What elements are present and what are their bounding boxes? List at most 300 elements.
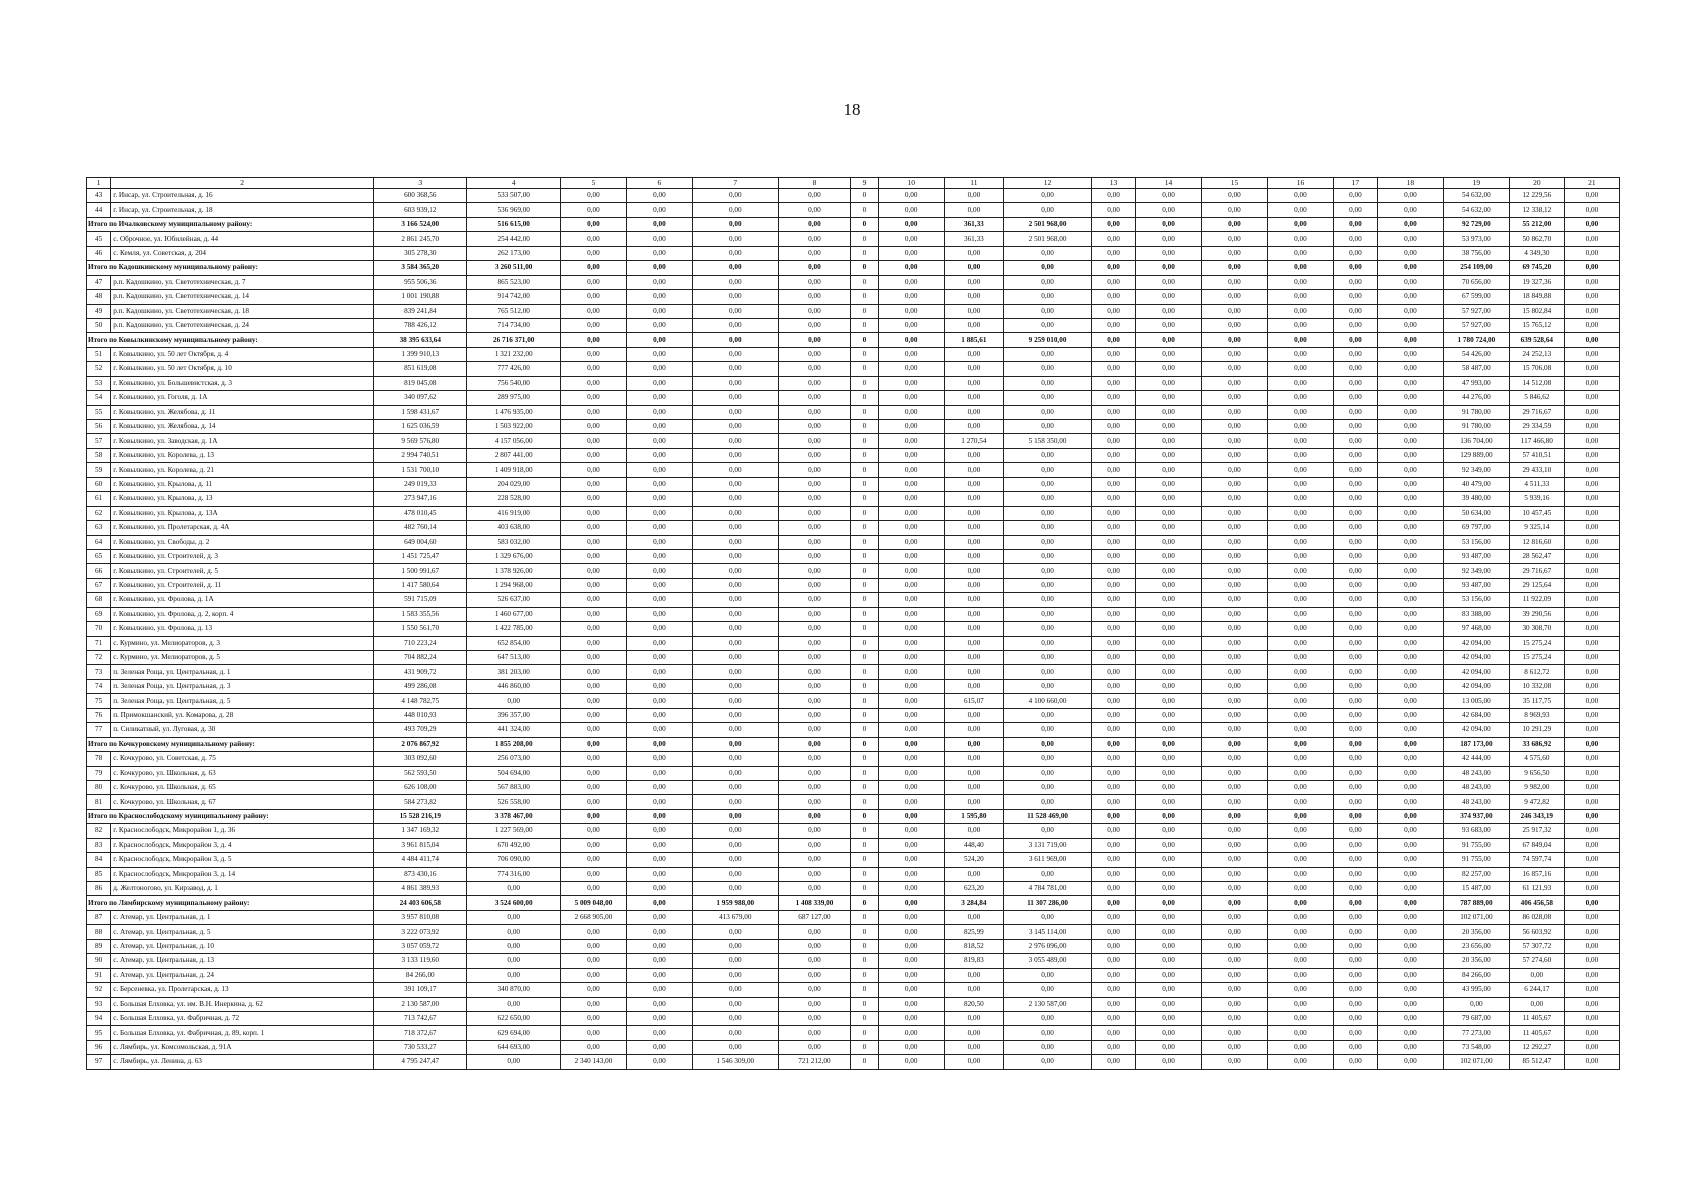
value-cell: 0 bbox=[851, 723, 878, 737]
table-row bbox=[87, 304, 1620, 318]
value-cell: 0,00 bbox=[1267, 318, 1333, 332]
value-cell: 0,00 bbox=[1136, 737, 1202, 751]
value-cell: 0,00 bbox=[1267, 405, 1333, 419]
value-cell: 0,00 bbox=[1092, 954, 1136, 968]
value-cell: 777 426,00 bbox=[467, 362, 560, 376]
value-cell: 0,00 bbox=[1333, 434, 1377, 448]
row-number: 83 bbox=[87, 838, 111, 852]
value-cell: 0,00 bbox=[626, 189, 692, 203]
value-cell: 0,00 bbox=[1136, 463, 1202, 477]
value-cell: 0,00 bbox=[1333, 896, 1377, 910]
value-cell: 0,00 bbox=[878, 824, 944, 838]
value-cell: 0,00 bbox=[626, 232, 692, 246]
value-cell: 340 870,00 bbox=[467, 983, 560, 997]
value-cell: 16 857,16 bbox=[1509, 867, 1564, 881]
table-row bbox=[87, 997, 1620, 1011]
value-cell: 0,00 bbox=[1564, 405, 1619, 419]
value-cell: 0,00 bbox=[560, 463, 626, 477]
value-cell: 0,00 bbox=[560, 391, 626, 405]
value-cell: 0,00 bbox=[1004, 1011, 1092, 1025]
value-cell: 626 108,00 bbox=[374, 780, 467, 794]
row-number: 45 bbox=[87, 232, 111, 246]
value-cell: 0,00 bbox=[1377, 607, 1443, 621]
header-cell: 2 bbox=[111, 178, 374, 189]
value-cell: 0,00 bbox=[1136, 795, 1202, 809]
value-cell: 0 bbox=[851, 448, 878, 462]
value-cell: 0,00 bbox=[1201, 723, 1267, 737]
value-cell: 0,00 bbox=[1201, 405, 1267, 419]
table-row bbox=[87, 679, 1620, 693]
value-cell: 0,00 bbox=[626, 824, 692, 838]
row-number: 68 bbox=[87, 593, 111, 607]
value-cell: 0,00 bbox=[1136, 651, 1202, 665]
value-cell: 0,00 bbox=[1004, 593, 1092, 607]
value-cell: 0,00 bbox=[1564, 1026, 1619, 1040]
value-cell: 0,00 bbox=[778, 391, 851, 405]
value-cell: 0 bbox=[851, 607, 878, 621]
value-cell: 0,00 bbox=[626, 362, 692, 376]
value-cell: 2 861 245,70 bbox=[374, 232, 467, 246]
address-cell: с. Кочкурово, ул. Советская, д. 75 bbox=[111, 752, 374, 766]
value-cell: 2 976 096,00 bbox=[1004, 939, 1092, 953]
value-cell: 0,00 bbox=[1004, 723, 1092, 737]
value-cell: 0,00 bbox=[944, 607, 1003, 621]
value-cell: 0,00 bbox=[1377, 376, 1443, 390]
value-cell: 15 487,00 bbox=[1443, 882, 1509, 896]
subtotal-row bbox=[87, 737, 1620, 751]
row-number: 81 bbox=[87, 795, 111, 809]
value-cell: 0,00 bbox=[944, 405, 1003, 419]
value-cell: 0,00 bbox=[1136, 968, 1202, 982]
value-cell: 0,00 bbox=[1201, 838, 1267, 852]
address-cell: г. Инсар, ул. Строительная, д. 16 bbox=[111, 189, 374, 203]
value-cell: 1 227 569,00 bbox=[467, 824, 560, 838]
table-row bbox=[87, 607, 1620, 621]
value-cell: 0,00 bbox=[692, 578, 778, 592]
value-cell: 1 451 725,47 bbox=[374, 549, 467, 563]
value-cell: 0,00 bbox=[1201, 434, 1267, 448]
value-cell: 687 127,00 bbox=[778, 910, 851, 924]
value-cell: 0,00 bbox=[626, 954, 692, 968]
value-cell: 774 316,00 bbox=[467, 867, 560, 881]
value-cell: 0,00 bbox=[1136, 593, 1202, 607]
table-row bbox=[87, 593, 1620, 607]
value-cell: 5 939,16 bbox=[1509, 492, 1564, 506]
value-cell: 0,00 bbox=[878, 1055, 944, 1069]
value-cell: 0,00 bbox=[1092, 867, 1136, 881]
address-cell: р.п. Кадошкино, ул. Светотехническая, д. 24 bbox=[111, 318, 374, 332]
value-cell: 0,00 bbox=[692, 347, 778, 361]
value-cell: 0,00 bbox=[1267, 391, 1333, 405]
header-cell: 3 bbox=[374, 178, 467, 189]
value-cell: 2 668 905,00 bbox=[560, 910, 626, 924]
table-row bbox=[87, 463, 1620, 477]
value-cell: 0,00 bbox=[1267, 824, 1333, 838]
value-cell: 0,00 bbox=[1136, 362, 1202, 376]
value-cell: 48 243,00 bbox=[1443, 795, 1509, 809]
value-cell: 0,00 bbox=[1136, 477, 1202, 491]
value-cell: 0,00 bbox=[1267, 189, 1333, 203]
value-cell: 0,00 bbox=[778, 925, 851, 939]
value-cell: 0,00 bbox=[944, 636, 1003, 650]
address-cell: г. Краснослободск, Микрорайон 1, д. 36 bbox=[111, 824, 374, 838]
address-cell: г. Ковылкино, ул. Строителей, д. 3 bbox=[111, 549, 374, 563]
value-cell: 0,00 bbox=[626, 376, 692, 390]
value-cell: 0 bbox=[851, 752, 878, 766]
value-cell: 0 bbox=[851, 853, 878, 867]
value-cell: 50 634,00 bbox=[1443, 506, 1509, 520]
value-cell: 0,00 bbox=[1267, 607, 1333, 621]
value-cell: 533 507,00 bbox=[467, 189, 560, 203]
value-cell: 0,00 bbox=[1564, 622, 1619, 636]
value-cell: 0,00 bbox=[1333, 1011, 1377, 1025]
value-cell: 0,00 bbox=[1136, 694, 1202, 708]
value-cell: 0,00 bbox=[944, 290, 1003, 304]
value-cell: 0,00 bbox=[1092, 564, 1136, 578]
value-cell: 0,00 bbox=[1092, 420, 1136, 434]
value-cell: 3 222 073,92 bbox=[374, 925, 467, 939]
value-cell: 0,00 bbox=[878, 448, 944, 462]
value-cell: 0,00 bbox=[1201, 694, 1267, 708]
value-cell: 0,00 bbox=[944, 521, 1003, 535]
value-cell: 0 bbox=[851, 679, 878, 693]
value-cell: 0,00 bbox=[1267, 838, 1333, 852]
value-cell: 0,00 bbox=[626, 780, 692, 794]
value-cell: 0,00 bbox=[1092, 318, 1136, 332]
value-cell: 0,00 bbox=[1333, 954, 1377, 968]
value-cell: 0,00 bbox=[1267, 564, 1333, 578]
address-cell: г. Ковылкино, ул. Свободы, д. 2 bbox=[111, 535, 374, 549]
value-cell: 873 430,16 bbox=[374, 867, 467, 881]
value-cell: 4 795 247,47 bbox=[374, 1055, 467, 1069]
value-cell: 42 094,00 bbox=[1443, 723, 1509, 737]
row-number: 48 bbox=[87, 290, 111, 304]
value-cell: 0,00 bbox=[692, 492, 778, 506]
value-cell: 0 bbox=[851, 535, 878, 549]
header-cell: 14 bbox=[1136, 178, 1202, 189]
row-number: 43 bbox=[87, 189, 111, 203]
row-number: 54 bbox=[87, 391, 111, 405]
address-cell: с. Курмино, ул. Мелиораторов, д. 5 bbox=[111, 651, 374, 665]
value-cell: 0,00 bbox=[1004, 376, 1092, 390]
table-row bbox=[87, 420, 1620, 434]
value-cell: 0 bbox=[851, 795, 878, 809]
value-cell: 839 241,84 bbox=[374, 304, 467, 318]
value-cell: 38 395 633,64 bbox=[374, 333, 467, 347]
value-cell: 0,00 bbox=[878, 1011, 944, 1025]
table-header-row bbox=[87, 178, 1620, 189]
value-cell: 644 693,00 bbox=[467, 1040, 560, 1054]
value-cell: 0,00 bbox=[1201, 549, 1267, 563]
value-cell: 0,00 bbox=[1377, 997, 1443, 1011]
value-cell: 8 969,93 bbox=[1509, 708, 1564, 722]
value-cell: 0,00 bbox=[878, 636, 944, 650]
value-cell: 0,00 bbox=[560, 232, 626, 246]
value-cell: 0,00 bbox=[1004, 607, 1092, 621]
value-cell: 0,00 bbox=[1004, 521, 1092, 535]
value-cell: 0,00 bbox=[626, 420, 692, 434]
value-cell: 0,00 bbox=[1201, 1040, 1267, 1054]
value-cell: 0,00 bbox=[1092, 795, 1136, 809]
value-cell: 92 349,00 bbox=[1443, 463, 1509, 477]
value-cell: 93 487,00 bbox=[1443, 578, 1509, 592]
value-cell: 0,00 bbox=[1092, 1011, 1136, 1025]
value-cell: 0,00 bbox=[1136, 665, 1202, 679]
value-cell: 0,00 bbox=[1201, 304, 1267, 318]
value-cell: 0,00 bbox=[692, 477, 778, 491]
value-cell: 0 bbox=[851, 477, 878, 491]
value-cell: 0,00 bbox=[1092, 333, 1136, 347]
value-cell: 0 bbox=[851, 694, 878, 708]
value-cell: 0,00 bbox=[1004, 1040, 1092, 1054]
address-cell: г. Ковылкино, ул. Строителей, д. 5 bbox=[111, 564, 374, 578]
value-cell: 0,00 bbox=[1333, 549, 1377, 563]
value-cell: 0 bbox=[851, 954, 878, 968]
row-number: 76 bbox=[87, 708, 111, 722]
value-cell: 0,00 bbox=[778, 376, 851, 390]
value-cell: 0,00 bbox=[878, 521, 944, 535]
value-cell: 0,00 bbox=[1564, 448, 1619, 462]
value-cell: 0 bbox=[851, 997, 878, 1011]
value-cell: 0,00 bbox=[1333, 318, 1377, 332]
value-cell: 0,00 bbox=[626, 318, 692, 332]
table-row bbox=[87, 477, 1620, 491]
value-cell: 0,00 bbox=[1004, 318, 1092, 332]
value-cell: 0,00 bbox=[626, 333, 692, 347]
value-cell: 1 378 926,00 bbox=[467, 564, 560, 578]
value-cell: 0,00 bbox=[878, 997, 944, 1011]
table-row bbox=[87, 665, 1620, 679]
value-cell: 0,00 bbox=[1377, 246, 1443, 260]
value-cell: 0,00 bbox=[878, 506, 944, 520]
value-cell: 0,00 bbox=[560, 203, 626, 217]
table-row bbox=[87, 347, 1620, 361]
value-cell: 0,00 bbox=[878, 420, 944, 434]
value-cell: 0,00 bbox=[1564, 376, 1619, 390]
value-cell: 0,00 bbox=[626, 809, 692, 823]
value-cell: 0,00 bbox=[778, 347, 851, 361]
value-cell: 0,00 bbox=[778, 939, 851, 953]
table-row bbox=[87, 651, 1620, 665]
value-cell: 0,00 bbox=[560, 261, 626, 275]
value-cell: 0,00 bbox=[878, 968, 944, 982]
value-cell: 493 709,29 bbox=[374, 723, 467, 737]
value-cell: 406 456,58 bbox=[1509, 896, 1564, 910]
value-cell: 0,00 bbox=[1092, 752, 1136, 766]
address-cell: р.п. Кадошкино, ул. Светотехническая, д. 14 bbox=[111, 290, 374, 304]
value-cell: 0,00 bbox=[1333, 867, 1377, 881]
value-cell: 9 656,50 bbox=[1509, 766, 1564, 780]
value-cell: 2 994 740,51 bbox=[374, 448, 467, 462]
value-cell: 29 716,67 bbox=[1509, 405, 1564, 419]
value-cell: 0,00 bbox=[626, 261, 692, 275]
value-cell: 0,00 bbox=[626, 535, 692, 549]
value-cell: 0,00 bbox=[1333, 347, 1377, 361]
table-row bbox=[87, 290, 1620, 304]
value-cell: 0 bbox=[851, 304, 878, 318]
value-cell: 0,00 bbox=[1267, 939, 1333, 953]
value-cell: 9 325,14 bbox=[1509, 521, 1564, 535]
value-cell: 0 bbox=[851, 939, 878, 953]
value-cell: 92 349,00 bbox=[1443, 564, 1509, 578]
header-cell: 18 bbox=[1377, 178, 1443, 189]
value-cell: 0,00 bbox=[1564, 665, 1619, 679]
value-cell: 0,00 bbox=[1004, 1055, 1092, 1069]
value-cell: 0,00 bbox=[944, 275, 1003, 289]
value-cell: 0,00 bbox=[1267, 304, 1333, 318]
value-cell: 0,00 bbox=[1092, 434, 1136, 448]
value-cell: 0,00 bbox=[778, 708, 851, 722]
address-cell: с. Атемар, ул. Центральная, д. 5 bbox=[111, 925, 374, 939]
value-cell: 0,00 bbox=[778, 853, 851, 867]
value-cell: 0,00 bbox=[1267, 665, 1333, 679]
value-cell: 0,00 bbox=[1267, 347, 1333, 361]
address-cell: п. Примокшанский, ул. Комарова, д. 28 bbox=[111, 708, 374, 722]
value-cell: 57 307,72 bbox=[1509, 939, 1564, 953]
address-cell: г. Ковылкино, ул. Фролова, д. 13 bbox=[111, 622, 374, 636]
value-cell: 0,00 bbox=[560, 636, 626, 650]
address-cell: п. Зеленая Роща, ул. Центральная, д. 3 bbox=[111, 679, 374, 693]
value-cell: 0,00 bbox=[1333, 795, 1377, 809]
value-cell: 0,00 bbox=[944, 679, 1003, 693]
value-cell: 0,00 bbox=[778, 275, 851, 289]
value-cell: 0,00 bbox=[778, 795, 851, 809]
value-cell: 0 bbox=[851, 882, 878, 896]
value-cell: 0,00 bbox=[1004, 564, 1092, 578]
value-cell: 0,00 bbox=[1333, 578, 1377, 592]
value-cell: 0,00 bbox=[692, 766, 778, 780]
value-cell: 0,00 bbox=[1201, 362, 1267, 376]
table-row bbox=[87, 448, 1620, 462]
address-cell: р.п. Кадошкино, ул. Светотехническая, д. 7 bbox=[111, 275, 374, 289]
value-cell: 0,00 bbox=[1333, 809, 1377, 823]
value-cell: 70 656,00 bbox=[1443, 275, 1509, 289]
value-cell: 0,00 bbox=[626, 910, 692, 924]
value-cell: 0,00 bbox=[944, 189, 1003, 203]
value-cell: 0,00 bbox=[878, 665, 944, 679]
table-row bbox=[87, 939, 1620, 953]
value-cell: 0,00 bbox=[1092, 997, 1136, 1011]
value-cell: 0,00 bbox=[944, 578, 1003, 592]
value-cell: 0 bbox=[851, 189, 878, 203]
value-cell: 0,00 bbox=[1377, 795, 1443, 809]
value-cell: 0,00 bbox=[1564, 853, 1619, 867]
value-cell: 0,00 bbox=[878, 217, 944, 231]
address-cell: с. Большая Елховка, ул. Фабричная, д. 89, корп. 1 bbox=[111, 1026, 374, 1040]
value-cell: 0,00 bbox=[1092, 391, 1136, 405]
value-cell: 0,00 bbox=[692, 694, 778, 708]
value-cell: 0,00 bbox=[878, 593, 944, 607]
value-cell: 12 338,12 bbox=[1509, 203, 1564, 217]
value-cell: 0,00 bbox=[944, 492, 1003, 506]
value-cell: 0,00 bbox=[1509, 968, 1564, 982]
address-cell: с. Большая Елховка, ул. им. В.Н. Инеркина, д. 62 bbox=[111, 997, 374, 1011]
value-cell: 756 540,00 bbox=[467, 376, 560, 390]
value-cell: 0,00 bbox=[1377, 708, 1443, 722]
value-cell: 1 270,54 bbox=[944, 434, 1003, 448]
row-number: 79 bbox=[87, 766, 111, 780]
value-cell: 0,00 bbox=[944, 420, 1003, 434]
value-cell: 0,00 bbox=[1136, 824, 1202, 838]
value-cell: 0,00 bbox=[560, 434, 626, 448]
header-cell: 6 bbox=[626, 178, 692, 189]
value-cell: 15 802,84 bbox=[1509, 304, 1564, 318]
value-cell: 0,00 bbox=[1201, 665, 1267, 679]
value-cell: 0,00 bbox=[626, 968, 692, 982]
value-cell: 0,00 bbox=[1136, 780, 1202, 794]
value-cell: 4 349,30 bbox=[1509, 246, 1564, 260]
value-cell: 0,00 bbox=[1377, 290, 1443, 304]
value-cell: 0,00 bbox=[944, 549, 1003, 563]
address-cell: г. Ковылкино, ул. Гоголя, д. 1А bbox=[111, 391, 374, 405]
value-cell: 0,00 bbox=[467, 694, 560, 708]
table-row bbox=[87, 983, 1620, 997]
value-cell: 249 019,33 bbox=[374, 477, 467, 491]
value-cell: 0,00 bbox=[560, 679, 626, 693]
value-cell: 0,00 bbox=[778, 578, 851, 592]
value-cell: 0,00 bbox=[626, 477, 692, 491]
address-cell: р.п. Кадошкино, ул. Светотехническая, д. 18 bbox=[111, 304, 374, 318]
value-cell: 3 524 600,00 bbox=[467, 896, 560, 910]
value-cell: 0,00 bbox=[560, 694, 626, 708]
header-cell: 20 bbox=[1509, 178, 1564, 189]
address-cell: с. Кочкурово, ул. Школьная, д. 63 bbox=[111, 766, 374, 780]
value-cell: 0,00 bbox=[560, 838, 626, 852]
value-cell: 526 637,00 bbox=[467, 593, 560, 607]
value-cell: 0,00 bbox=[692, 362, 778, 376]
value-cell: 0,00 bbox=[1092, 896, 1136, 910]
value-cell: 788 426,12 bbox=[374, 318, 467, 332]
value-cell: 92 729,00 bbox=[1443, 217, 1509, 231]
value-cell: 1 347 169,32 bbox=[374, 824, 467, 838]
row-number: 44 bbox=[87, 203, 111, 217]
value-cell: 0,00 bbox=[1564, 896, 1619, 910]
value-cell: 0,00 bbox=[1333, 838, 1377, 852]
value-cell: 0 bbox=[851, 463, 878, 477]
value-cell: 0,00 bbox=[1136, 1055, 1202, 1069]
value-cell: 0,00 bbox=[692, 636, 778, 650]
value-cell: 0,00 bbox=[1333, 246, 1377, 260]
value-cell: 0,00 bbox=[1136, 809, 1202, 823]
value-cell: 591 715,09 bbox=[374, 593, 467, 607]
subtotal-label: Итого по Кочкуровскому муниципальному району: bbox=[87, 737, 374, 751]
table-row bbox=[87, 636, 1620, 650]
value-cell: 718 372,67 bbox=[374, 1026, 467, 1040]
value-cell: 0,00 bbox=[1201, 983, 1267, 997]
value-cell: 228 528,00 bbox=[467, 492, 560, 506]
value-cell: 0,00 bbox=[1267, 549, 1333, 563]
table-row bbox=[87, 376, 1620, 390]
value-cell: 0,00 bbox=[1267, 333, 1333, 347]
value-cell: 0,00 bbox=[692, 189, 778, 203]
value-cell: 0,00 bbox=[1267, 1055, 1333, 1069]
value-cell: 0,00 bbox=[1136, 535, 1202, 549]
value-cell: 0,00 bbox=[1564, 203, 1619, 217]
value-cell: 0,00 bbox=[1136, 1026, 1202, 1040]
table-row bbox=[87, 318, 1620, 332]
value-cell: 0,00 bbox=[692, 853, 778, 867]
value-cell: 0,00 bbox=[467, 910, 560, 924]
value-cell: 0,00 bbox=[1377, 492, 1443, 506]
value-cell: 0,00 bbox=[1092, 492, 1136, 506]
value-cell: 0 bbox=[851, 217, 878, 231]
value-cell: 0,00 bbox=[1004, 275, 1092, 289]
value-cell: 0,00 bbox=[626, 564, 692, 578]
address-cell: г. Ковылкино, ул. Фролова, д. 1А bbox=[111, 593, 374, 607]
value-cell: 0,00 bbox=[1267, 853, 1333, 867]
value-cell: 91 755,00 bbox=[1443, 838, 1509, 852]
value-cell: 0,00 bbox=[1136, 679, 1202, 693]
